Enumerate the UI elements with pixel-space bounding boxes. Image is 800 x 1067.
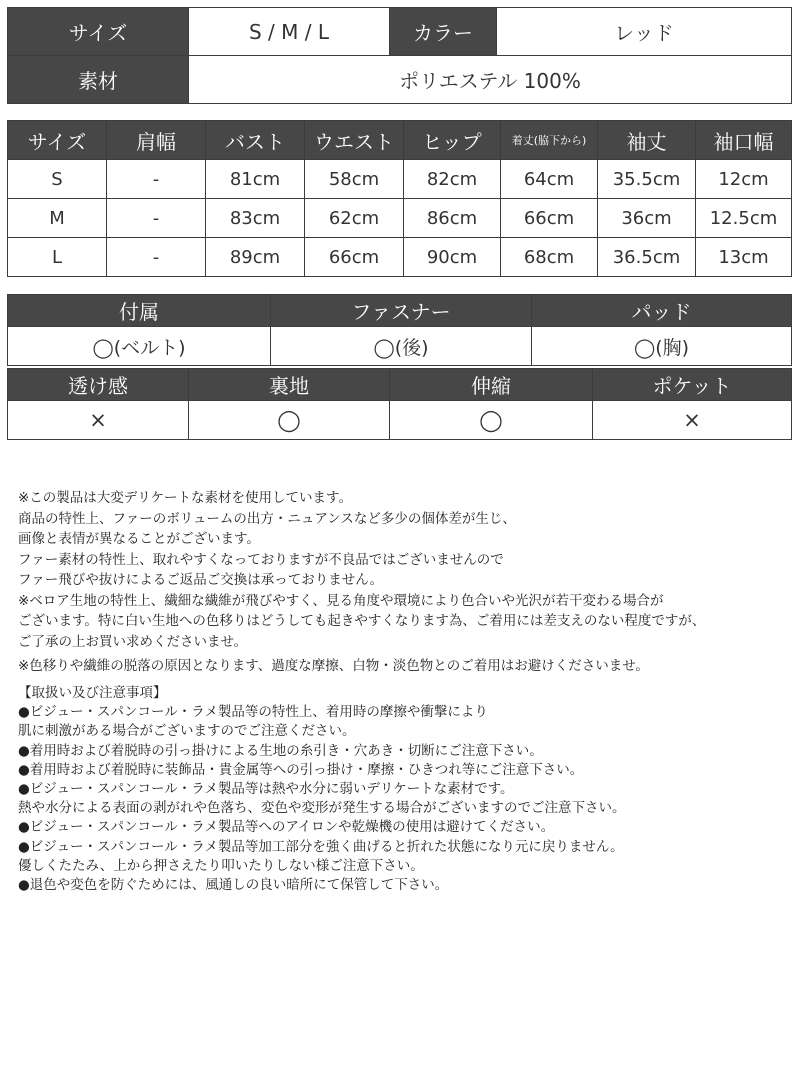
product-notes xyxy=(18,488,793,677)
care-line: ●ビジュー・スパンコール・ラメ製品等へのアイロンや乾燥機の使用は避けてください。 xyxy=(18,819,555,836)
care-line: 優しくたたみ、上から押さえたり叩いたりしない様ご注意下さい。 xyxy=(18,857,424,874)
care-heading: 【取扱い及び注意事項】 xyxy=(18,685,167,701)
table-cell: 82cm xyxy=(404,160,501,199)
table-cell: 89cm xyxy=(206,238,305,277)
table-cell: 90cm xyxy=(404,238,501,277)
spec-row-material xyxy=(8,56,792,104)
features-value-row xyxy=(8,327,792,366)
note-line: 画像と表情が異なることがございます。 xyxy=(18,531,260,547)
accessory-value: ◯(ベルト) xyxy=(8,327,271,366)
features-value-row xyxy=(8,401,792,440)
header-size: サイズ xyxy=(8,121,107,160)
size-value: S / M / L xyxy=(189,8,390,56)
table-cell: 64cm xyxy=(501,160,598,199)
stretch-value: ◯ xyxy=(390,401,593,440)
sheerness-value: × xyxy=(8,401,189,440)
pad-value: ◯(胸) xyxy=(532,327,792,366)
table-cell: 58cm xyxy=(305,160,404,199)
note-line: ※ベロア生地の特性上、繊細な繊維が飛びやすく、見る角度や環境により色合いや光沢が若干変わる場合が xyxy=(18,592,664,609)
table-cell: 36.5cm xyxy=(598,238,696,277)
table-cell: 66cm xyxy=(305,238,404,277)
table-cell: 35.5cm xyxy=(598,160,696,199)
care-line: ●ビジュー・スパンコール・ラメ製品等の特性上、着用時の摩擦や衝撃により xyxy=(18,704,488,721)
zipper-value: ◯(後) xyxy=(271,327,532,366)
note-line: ファー素材の特性上、取れやすくなっておりますが不良品ではございませんので xyxy=(18,551,504,568)
features-header-row xyxy=(8,369,792,401)
table-cell: 83cm xyxy=(206,199,305,238)
care-line: ●ビジュー・スパンコール・ラメ製品等加工部分を強く曲げると折れた状態になり元に戻りません。 xyxy=(18,838,624,855)
table-cell: - xyxy=(107,238,206,277)
header-pocket: ポケット xyxy=(593,369,792,401)
note-line: ファー飛びや抜けによるご返品ご交換は承っておりません。 xyxy=(18,572,384,588)
header-waist: ウエスト xyxy=(305,121,404,160)
table-cell: 12.5cm xyxy=(696,199,792,238)
header-cuff-width: 袖口幅 xyxy=(696,121,792,160)
table-row xyxy=(8,199,792,238)
material-value: ポリエステル 100% xyxy=(189,56,792,104)
table-cell: S xyxy=(8,160,107,199)
header-stretch: 伸縮 xyxy=(390,369,593,401)
header-sheerness: 透け感 xyxy=(8,369,189,401)
spec-table xyxy=(7,7,792,104)
care-line: ●着用時および着脱時の引っ掛けによる生地の糸引き・穴あき・切断にご注意下さい。 xyxy=(18,742,543,759)
care-line: 熱や水分による表面の剥がれや色落ち、変色や変形が発生する場合がございますのでご注意下さい。 xyxy=(18,800,626,817)
care-line: 肌に刺激がある場合がございますのでご注意ください。 xyxy=(18,723,356,740)
note-line: 商品の特性上、ファーのボリュームの出方・ニュアンスなど多少の個体差が生じ、 xyxy=(18,510,516,527)
size-table-header xyxy=(8,121,792,160)
header-length: 着丈(脇下から) xyxy=(501,121,598,160)
care-instructions xyxy=(18,684,793,895)
material-label: 素材 xyxy=(8,56,189,104)
color-value: レッド xyxy=(497,8,792,56)
table-cell: M xyxy=(8,199,107,238)
note-line: ※この製品は大変デリケートな素材を使用しています。 xyxy=(18,490,352,506)
table-row xyxy=(8,238,792,277)
color-label: カラー xyxy=(390,8,497,56)
table-row xyxy=(8,160,792,199)
note-line: ※色移りや繊維の脱落の原因となります、過度な摩擦、白物・淡色物とのご着用はお避けくださいませ。 xyxy=(18,658,649,674)
table-cell: 68cm xyxy=(501,238,598,277)
table-cell: 86cm xyxy=(404,199,501,238)
pocket-value: × xyxy=(593,401,792,440)
note-line: ご了承の上お買い求めくださいませ。 xyxy=(18,633,248,650)
size-label: サイズ xyxy=(8,8,189,56)
header-hip: ヒップ xyxy=(404,121,501,160)
header-bust: バスト xyxy=(206,121,305,160)
features-header-row xyxy=(8,295,792,327)
header-pad: パッド xyxy=(532,295,792,327)
header-lining: 裏地 xyxy=(189,369,390,401)
lining-value: ◯ xyxy=(189,401,390,440)
header-accessory: 付属 xyxy=(8,295,271,327)
size-table xyxy=(7,120,792,277)
header-zipper: ファスナー xyxy=(271,295,532,327)
features-table-2 xyxy=(7,368,792,440)
care-line: ●着用時および着脱時に装飾品・貴金属等への引っ掛け・摩擦・ひきつれ等にご注意下さい。 xyxy=(18,761,584,778)
care-line: ●ビジュー・スパンコール・ラメ製品等は熱や水分に弱いデリケートな素材です。 xyxy=(18,781,514,798)
header-shoulder: 肩幅 xyxy=(107,121,206,160)
care-line: ●退色や変色を防ぐためには、風通しの良い暗所にて保管して下さい。 xyxy=(18,877,449,894)
table-cell: - xyxy=(107,199,206,238)
note-line: ございます。特に白い生地への色移りはどうしても起きやすくなります為、ご着用には差支えのない程度ですが、 xyxy=(18,613,706,629)
table-cell: 13cm xyxy=(696,238,792,277)
spec-row-size-color xyxy=(8,8,792,56)
header-sleeve-length: 袖丈 xyxy=(598,121,696,160)
table-cell: 66cm xyxy=(501,199,598,238)
features-table-1 xyxy=(7,294,792,366)
table-cell: 12cm xyxy=(696,160,792,199)
table-cell: - xyxy=(107,160,206,199)
table-cell: 81cm xyxy=(206,160,305,199)
table-cell: 62cm xyxy=(305,199,404,238)
table-cell: L xyxy=(8,238,107,277)
table-cell: 36cm xyxy=(598,199,696,238)
